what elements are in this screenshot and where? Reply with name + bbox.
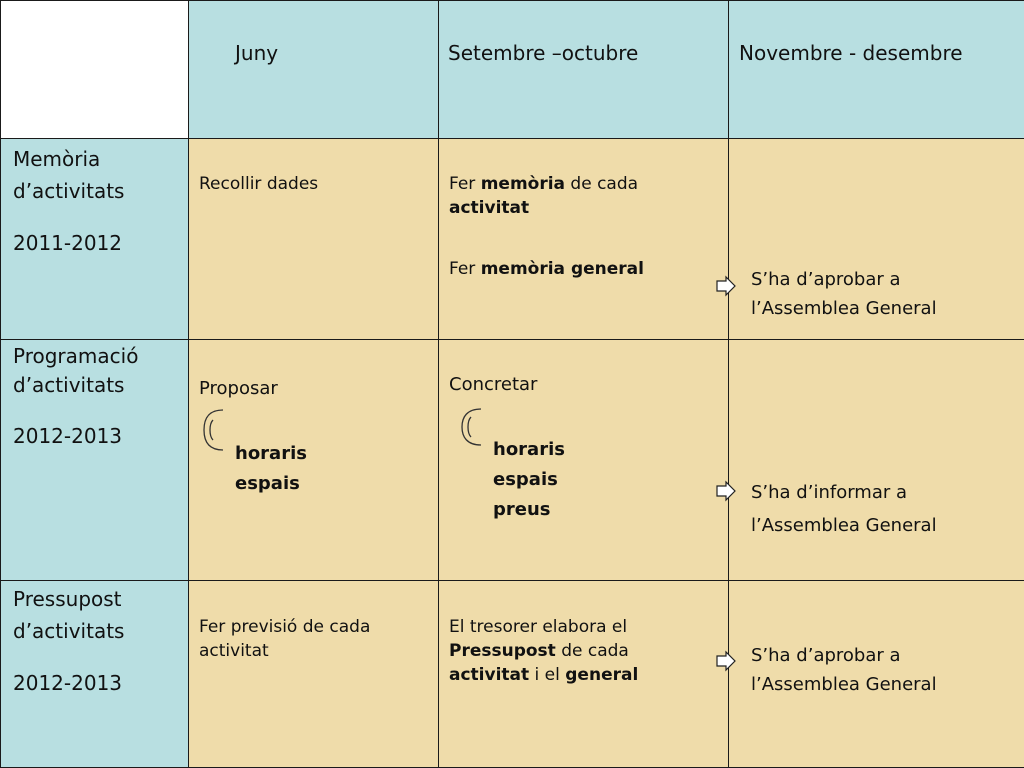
cell-pressupost-novembre <box>729 581 1024 768</box>
cell-text: Proposar <box>199 378 278 399</box>
row-pressupost-head <box>0 581 189 768</box>
arrow-right-icon <box>715 480 737 502</box>
row-programacio-head <box>0 340 189 581</box>
cell-text: S’ha d’aprobar a l’Assemblea General <box>751 645 937 695</box>
cell-text: Fer previsió de cada activitat <box>199 617 371 661</box>
header-setembre <box>439 0 729 139</box>
cell-text: Fer memòria de cada activitat <box>449 174 639 218</box>
row-title: d’activitats <box>13 179 125 203</box>
bold-list: horaris espais preus <box>493 439 565 520</box>
row-year: 2011-2012 <box>13 231 123 255</box>
header-juny <box>189 0 439 139</box>
cell-pressupost-setembre <box>439 581 729 768</box>
bracket-icon <box>201 408 225 458</box>
row-year: 2012-2013 <box>13 671 123 695</box>
cell-memoria-juny <box>189 139 439 340</box>
bracket-icon <box>459 407 483 453</box>
cell-memoria-novembre <box>729 139 1024 340</box>
header-juny-label: Juny <box>235 41 279 65</box>
cell-text: El tresorer elabora el Pressupost de cada activitat i el general <box>449 617 639 685</box>
cell-pressupost-juny <box>189 581 439 768</box>
cell-programacio-novembre <box>729 340 1024 581</box>
cell-programacio-juny <box>189 340 439 581</box>
header-novembre <box>729 0 1024 139</box>
header-setembre-label: Setembre –octubre <box>448 41 639 65</box>
cell-text: Concretar <box>449 374 538 395</box>
row-memoria-head <box>0 139 189 340</box>
arrow-right-icon <box>715 275 737 297</box>
row-title: Pressupost <box>13 587 122 611</box>
cell-memoria-setembre <box>439 139 729 340</box>
cell-text: S’ha d’aprobar a l’Assemblea General <box>751 269 937 319</box>
cell-programacio-setembre <box>439 340 729 581</box>
corner-cell <box>0 0 189 139</box>
row-title: Memòria <box>13 147 101 171</box>
row-title: Programació <box>13 344 139 368</box>
row-title: d’activitats <box>13 373 125 397</box>
cell-text: S’ha d’informar a l’Assemblea General <box>751 482 937 536</box>
header-novembre-label: Novembre - desembre <box>739 41 963 65</box>
row-title: d’activitats <box>13 619 125 643</box>
bold-list: horaris espais <box>235 443 307 494</box>
cell-text: Fer memòria general <box>449 259 644 279</box>
cell-text: Recollir dades <box>199 174 319 194</box>
arrow-right-icon <box>715 650 737 672</box>
row-year: 2012-2013 <box>13 424 123 448</box>
